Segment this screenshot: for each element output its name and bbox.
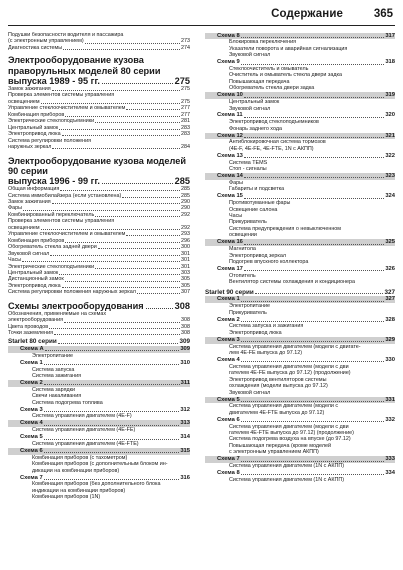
scheme-item: Электропитание [229,303,271,310]
dot-leader [64,322,180,323]
toc-page-number: 300 [181,244,190,251]
toc-page-number: 301 [181,263,190,270]
scheme-item: Система предупреждения о невыключенном [229,225,342,232]
scheme-item: Прикуриватель [229,219,267,226]
dot-leader [52,203,180,204]
scheme-heading [205,173,395,180]
scheme-item: дикации на комбинации приборов) [32,467,120,474]
scheme-heading [8,448,190,455]
scheme-item: с электронным управлением АКПП) [229,449,319,456]
dot-leader [44,439,180,440]
toc-page-number: 273 [181,38,190,45]
dot-leader [44,452,180,453]
section-heading-text: Схемы электрооборудования [8,300,144,311]
scheme-title: Схема 3 [20,406,43,413]
toc-entry-text: Цвета проводов [8,323,49,330]
section-heading-text: выпуска 1989 - 95 гг. [8,75,100,86]
toc-page-number: 309 [179,338,190,346]
dot-leader [44,411,180,412]
scheme-title: Схема 4 [217,356,240,363]
scheme-heading [205,417,395,424]
toc-page-number: 313 [180,420,190,427]
dot-leader [44,364,180,365]
scheme-title: Схема 6 [20,447,43,454]
dot-leader [122,197,180,198]
dot-leader [95,122,180,123]
scheme-title: Схема 11 [217,112,243,119]
toc-page-number: 308 [181,317,190,324]
scheme-title: Схема 8 [217,32,240,39]
toc-entry-text: Электрические стеклоподъемники [8,118,95,125]
scheme-title: Схема 17 [217,265,243,272]
toc-page-number: 312 [180,406,190,413]
scheme-item: Фары [229,179,243,186]
toc-page-number: 290 [181,205,190,212]
dot-leader [241,341,385,342]
scheme-item: Система управления двигателем (модели с [229,403,339,410]
dot-leader [44,479,180,480]
toc-page-number: 317 [385,32,395,39]
toc-page-number: 308 [181,330,190,337]
scheme-item: Электропривод люка [229,329,282,336]
dot-leader [241,37,385,38]
scheme-title: Схема 15 [217,193,243,200]
dot-leader [41,103,180,104]
scheme-title: Схема 7 [20,474,43,481]
scheme-item: Электропривод зеркал [229,252,287,259]
dot-leader [95,216,180,217]
toc-entry-text: Управление стеклоочистителем и омывателем [8,105,126,112]
toc-page-number: 334 [385,470,395,477]
scheme-item: Система зажигания [32,373,82,380]
section-heading: Электрооборудование кузова моделей 90 серии [8,155,186,176]
toc-page-number: 326 [385,265,395,272]
toc-page-number: 330 [385,356,395,363]
scheme-item: Габариты и подсветка [229,186,285,193]
scheme-title: Схема 14 [217,173,243,180]
scheme-item: Электропитание [32,352,74,359]
dot-leader [102,183,173,184]
dot-leader [65,242,180,243]
scheme-item: Электропривод вентиляторов системы [229,376,327,383]
section-heading-last-line [8,76,190,86]
toc-entry-text: Электрические стеклоподъемники [8,263,95,270]
scheme-title: Схема 5 [217,396,240,403]
scheme-item: Свечи накаливания [32,393,82,400]
scheme-heading [205,397,395,404]
dot-leader [98,248,180,249]
dot-leader [241,401,385,402]
toc-page-number: 277 [181,105,190,112]
dot-leader [62,135,180,136]
scheme-item: гателем 4E-FE выпуска до 97.12) (продолжение) [229,370,351,377]
dot-leader [241,301,385,302]
scheme-item: Система управления двигателем (4E-FE) [32,427,136,434]
toc-page-number: 285 [181,186,190,193]
dot-leader [52,90,180,91]
scheme-item: охлаждения (модели выпуска до 97.12) [229,383,328,390]
scheme-title: Схема 10 [217,92,243,99]
scheme-title: Схема 1 [20,359,43,366]
toc-page-number: 316 [180,474,190,481]
scheme-title: Схема 7 [217,456,240,463]
scheme-item: Повышающая передача (кроме моделей [229,442,332,449]
scheme-item: Система зарядки [32,386,76,393]
scheme-heading [8,420,190,427]
scheme-item: Повышающая передача [229,78,290,85]
toc-entry: Подушки безопасности водителя и пассажира [8,32,124,38]
dot-leader [241,64,385,65]
toc-entry-text: Диагностика системы [8,44,63,51]
dot-leader [137,293,180,294]
page-number: 365 [373,8,393,20]
toc-page-number: 318 [385,59,395,66]
dot-leader [59,129,180,130]
toc-page-number: 315 [180,447,190,454]
section-heading-text: выпуска 1996 - 99 гг. [8,175,100,186]
scheme-item: Система управления двигателем (модели с дви [229,363,349,370]
toc-entry-text: Точки заземления [8,330,54,337]
toc-page-number: 283 [181,124,190,131]
toc-page-number: 308 [181,323,190,330]
toc-entry [8,289,190,295]
scheme-item: Прикуриватель [229,309,267,316]
toc-page-number: 305 [181,282,190,289]
toc-page-number: 301 [181,257,190,264]
scheme-heading [205,296,395,303]
toc-entry-text: Часы [8,257,22,264]
toc-page-number: 333 [385,456,395,463]
toc-page-number: 331 [385,396,395,403]
scheme-heading [205,153,395,160]
toc-entry-text: Общая информация [8,186,60,193]
toc-page-number: 277 [181,111,190,118]
scheme-item: Комбинация приборов (без дополнительного блока [32,481,161,488]
scheme-item: освещении [229,232,257,239]
scheme-item: Отопитель [229,272,256,279]
toc-entry-text: Комбинация приборов [8,237,65,244]
toc-entry-text: Электропривод люка [8,282,61,289]
dot-leader [244,198,384,199]
scheme-item: Электропривод стеклоподъемников [229,119,319,126]
dot-leader [23,210,180,211]
toc-page-number: 332 [385,416,395,423]
scheme-title: Схема A [20,346,44,353]
dot-leader [63,49,180,50]
dot-leader [49,328,180,329]
toc-entry-continuation [8,144,190,150]
scheme-title: Схема 5 [20,434,43,441]
scheme-heading [205,33,395,40]
page-title: Содержание [271,8,343,20]
scheme-title: Схема 16 [217,239,243,246]
scheme-title: Схема 8 [217,470,240,477]
toc-page-number: 321 [385,132,395,139]
dot-leader [58,343,179,344]
scheme-item: Очиститель и омыватель стекла двери задка [229,72,343,79]
scheme-item: Система подогрева топлива [32,399,103,406]
toc-entry-text: Обогреватель стекла задней двери [8,244,97,251]
series-title: Starlet 80 серии [8,338,57,346]
scheme-title: Схема 13 [217,152,243,159]
toc-entry-text: Комбинированный переключатель [8,211,95,218]
series-title: Starlet 90 серии [205,288,254,296]
toc-page-number: 314 [180,434,190,441]
dot-leader [85,43,180,44]
scheme-title: Схема 1 [217,296,240,303]
toc-page-number: 285 [181,192,190,199]
scheme-item: Центральный замок [229,99,280,106]
scheme-item: Система управления двигателем (модели с дви [229,423,349,430]
toc-page-number: 324 [385,193,395,200]
scheme-item: Система управления двигателем (4E-FTE) [32,440,139,447]
dot-leader [59,274,180,275]
scheme-heading [205,239,395,246]
dot-leader [50,255,180,256]
dot-leader [244,270,384,271]
dot-leader [241,474,385,475]
toc-page-number: 309 [180,346,190,353]
scheme-item: Система TEMS [229,159,268,166]
scheme-item: Комбинация приборов (1N) [32,494,101,501]
toc-page-number: 275 [174,75,190,86]
page-header [8,8,395,26]
toc-entry: Система регулировки положения [8,137,92,144]
scheme-item: Система управления двигателем (1N с АКПП) [229,463,345,470]
toc-entry-text: Замок зажигания [8,85,51,92]
scheme-item: двигателем 4E-FTE выпуска до 97.12) [229,409,325,416]
toc-left-column [8,32,190,564]
scheme-title: Схема 12 [217,132,243,139]
scheme-item: Звуковой сигнал [229,389,271,396]
dot-leader [44,384,180,385]
scheme-item: Освещение салона [229,206,278,213]
toc-entry [8,330,190,336]
scheme-item: Часы [229,212,243,219]
toc-page-number: 275 [181,85,190,92]
scheme-heading [205,92,395,99]
toc-entry-text: Управление стеклоочистителем и омывателем [8,231,126,238]
scheme-title: Схема 2 [217,316,240,323]
scheme-heading [205,266,395,273]
scheme-title: Схема 4 [20,420,43,427]
dot-leader [255,293,384,294]
toc-entry-text: Электропривод люка [8,131,61,138]
scheme-heading [205,337,395,344]
toc-page-number: 319 [385,92,395,99]
toc-page-number: 290 [181,199,190,206]
scheme-title: Схема 3 [217,336,240,343]
dot-leader [241,461,385,462]
toc-page-number: 325 [385,239,395,246]
dot-leader [241,421,385,422]
dot-leader [62,287,180,288]
scheme-item: Система управления двигателем (1N с АКПП) [229,476,345,483]
scheme-item: Обогреватель стекла двери задка [229,85,315,92]
scheme-heading [205,193,395,200]
scheme-item: Антиблокировочная система тормозов [229,139,326,146]
toc-right-column [205,32,395,564]
scheme-item: (4E-F, 4E-FE, 4E-FTE, 1N с АКПП) [229,145,314,152]
toc-page-number: 327 [385,296,395,303]
scheme-item: гателем 4E-FTE выпуска до 97.12) (продолжение) [229,429,354,436]
scheme-item: Стоп - сигналы [229,166,267,173]
toc-entry-text: наружных зеркал [8,144,52,151]
scheme-item: Система управления двигателем (модели с двигате- [229,343,361,350]
scheme-item: индикации на комбинации приборов) [32,487,126,494]
toc-columns [8,32,395,564]
toc-page-number: 328 [385,316,395,323]
scheme-item: Блокировка переключения [229,39,296,46]
toc-page-number: 274 [181,44,190,51]
toc-page-number: 281 [181,118,190,125]
scheme-title: Схема 2 [20,379,43,386]
dot-leader [45,350,180,351]
dot-leader [241,321,385,322]
toc-entry: Обозначения, применяемые на схемах [8,311,107,318]
dot-leader [65,281,180,282]
toc-entry-text: Система регулировки положения наружных зеркал [8,289,136,296]
scheme-item: Звуковой сигнал [229,52,271,59]
toc-entry: Проверка элементов системы управления [8,218,115,225]
scheme-item: лем 4E-FE выпуска до 97.12) [229,350,303,357]
toc-entry-text: Комбинация приборов [8,111,65,118]
toc-entry-text: Центральный замок [8,124,59,131]
scheme-heading [205,357,395,364]
scheme-heading [8,360,190,367]
toc-entry-text: Фары [8,205,22,212]
scheme-heading [8,434,190,441]
scheme-heading [205,59,395,66]
dot-leader [65,116,180,117]
scheme-item: Указатели поворота и аварийная сигнализация [229,45,348,52]
dot-leader [41,229,180,230]
toc-page-number: 275 [181,98,190,105]
scheme-item: Магнитола [229,246,256,253]
scheme-title: Схема 6 [217,416,240,423]
scheme-heading [8,380,190,387]
dot-leader [244,157,384,158]
toc-page-number: 301 [181,250,190,257]
toc-entry-text: освещением [8,224,40,231]
scheme-heading [8,475,190,482]
scheme-item: Комбинация приборов (с тахометром) [32,454,128,461]
toc-page-number: 284 [181,144,190,151]
dot-leader [44,425,180,426]
scheme-item: Система запуска и зажигания [229,323,304,330]
toc-page-number: 308 [174,300,190,311]
scheme-item: Система управления двигателем (4E-F) [32,413,132,420]
dot-leader [241,361,385,362]
dot-leader [126,109,180,110]
toc-page-number: 305 [181,276,190,283]
scheme-heading [205,317,395,324]
toc-entry-text: Система иммобилайзера (если установлена) [8,192,122,199]
series-heading [8,338,190,345]
toc-entry [8,45,190,51]
toc-page-number: 293 [181,231,190,238]
toc-page-number: 320 [385,112,395,119]
toc-page-number: 311 [180,379,190,386]
dot-leader [95,268,180,269]
toc-page-number: 283 [181,131,190,138]
toc-page-number: 292 [181,224,190,231]
scheme-heading [205,133,395,140]
toc-page-number: 310 [180,359,190,366]
toc-entry-text: Замок зажигания [8,199,51,206]
scheme-item: Противотуманные фары [229,200,291,207]
scheme-item: Система запуска [32,366,75,373]
toc-entry-text: Звуковой сигнал [8,250,50,257]
scheme-heading [205,112,395,119]
scheme-heading [8,407,190,414]
dot-leader [244,137,384,138]
toc-page-number: 322 [385,152,395,159]
toc-page-number: 296 [181,237,190,244]
dot-leader [244,97,384,98]
dot-leader [52,148,180,149]
dot-leader [244,117,385,118]
section-heading [8,301,190,311]
scheme-title: Схема 9 [217,59,240,66]
toc-page-number: 285 [174,175,190,186]
toc-entry-text: Дистанционный замок [8,276,64,283]
toc-page-number: 292 [181,211,190,218]
toc-page-number: 307 [181,289,190,296]
scheme-item: Вентилятор системы охлаждения и кондиционера [229,279,355,286]
dot-leader [126,235,180,236]
toc-page-number: 323 [385,173,395,180]
toc-page-number: 303 [181,270,190,276]
dot-leader [244,177,384,178]
dot-leader [146,308,173,309]
dot-leader [22,261,180,262]
toc-entry: Проверка элементов системы управления [8,92,115,99]
toc-page-number: 327 [384,288,395,296]
toc-entry-text: освещением [8,98,40,105]
scheme-heading [205,456,395,463]
toc-page-number: 329 [385,336,395,343]
dot-leader [60,190,180,191]
series-heading [205,289,395,296]
scheme-item: Подогрев впускного коллектора [229,259,309,265]
toc-entry-text: электрооборудования [8,317,64,324]
toc-entry-text: (с электронным управлением) [8,38,84,45]
scheme-item: Комбинация приборов (с дополнительным блоком ин- [32,461,168,468]
scheme-item: Звуковой сигнал [229,105,271,112]
dot-leader [54,334,180,335]
scheme-item: Стеклоочиститель и омыватель [229,65,309,72]
section-heading: Электрооборудование кузова праворульных моделей 80 серии [8,55,161,76]
section-heading-last-line [8,176,190,186]
dot-leader [102,83,173,84]
dot-leader [244,244,384,245]
scheme-item: Система подогрева воздуха на впуске (до 97.12) [229,436,351,443]
toc-entry-text: Центральный замок [8,270,59,276]
scheme-heading [8,346,190,353]
scheme-item: Фонарь заднего хода [229,125,282,132]
scheme-heading [205,470,395,477]
